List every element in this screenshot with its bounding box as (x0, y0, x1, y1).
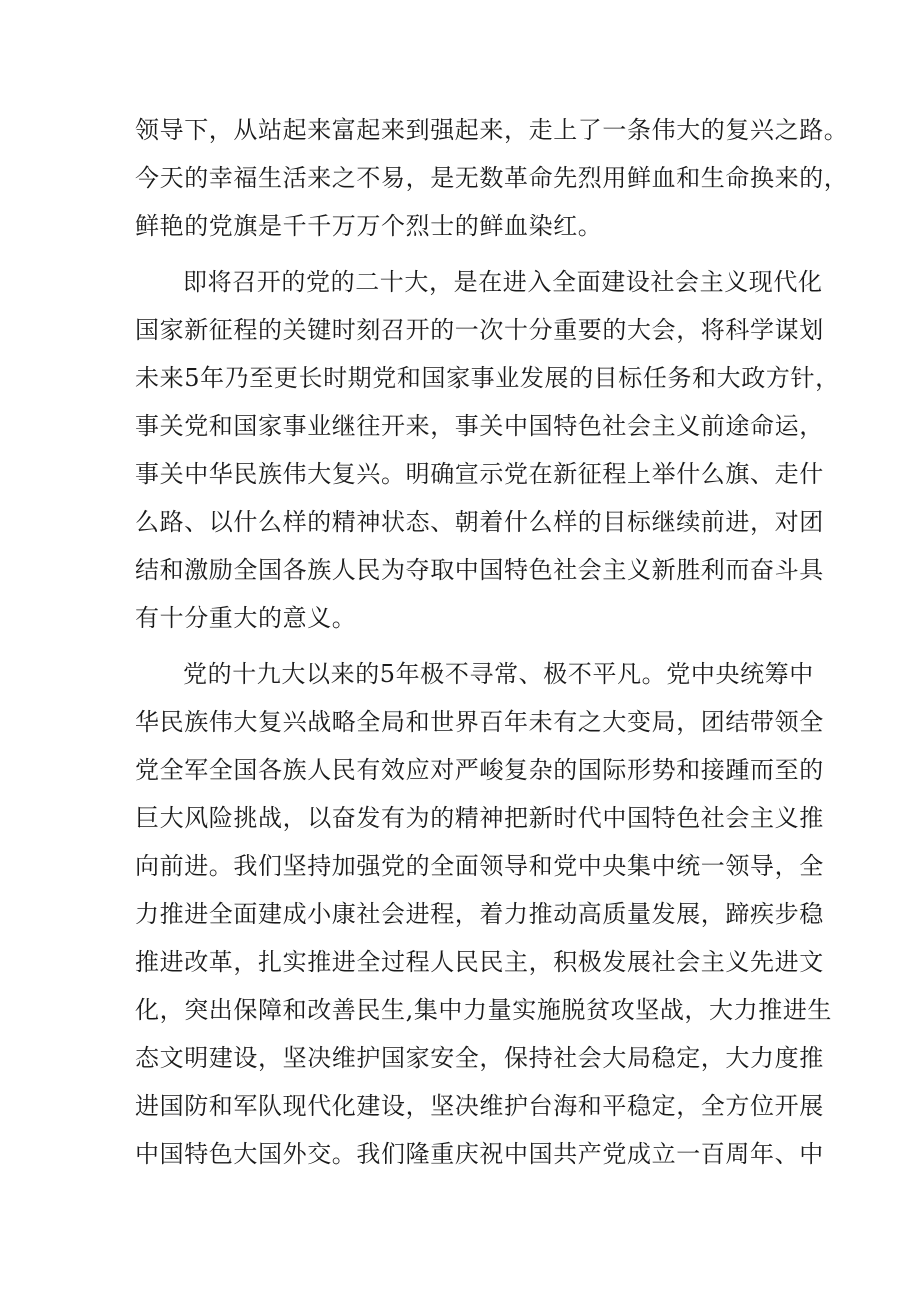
text-line: 党全军全国各族人民有效应对严峻复杂的国际形势和接踵而至的 (135, 756, 824, 784)
text-line: 事关党和国家事业继往开来，事关中国特色社会主义前途命运， (135, 412, 824, 440)
paragraph-3 (135, 650, 833, 1178)
text-line: 么路、以什么样的精神状态、朝着什么样的目标继续前进，对团 (135, 508, 824, 536)
text-line: 进国防和军队现代化建设，坚决维护台海和平稳定，全方位开展 (135, 1092, 824, 1120)
text-line: 党的十九大以来的5年极不寻常、极不平凡。党中央统筹中 (183, 660, 814, 688)
text-line: 化，突出保障和改善民生,集中力量实施脱贫攻坚战，大力推进生 (135, 996, 833, 1024)
text-line: 中国特色大国外交。我们隆重庆祝中国共产党成立一百周年、中 (135, 1140, 824, 1168)
text-line: 鲜艳的党旗是千千万万个烈士的鲜血染红。 (135, 212, 603, 240)
text-line: 国家新征程的关键时刻召开的一次十分重要的大会，将科学谋划 (135, 316, 824, 344)
text-line: 力推进全面建成小康社会进程，着力推动高质量发展，蹄疾步稳 (135, 900, 824, 928)
paragraph-2 (135, 258, 840, 642)
text-line: 即将召开的党的二十大，是在进入全面建设社会主义现代化 (183, 268, 823, 296)
text-line: 结和激励全国各族人民为夺取中国特色社会主义新胜利而奋斗具 (135, 556, 824, 584)
paragraph-gap (135, 250, 795, 258)
text-line: 态文明建设，坚决维护国家安全，保持社会大局稳定，大力度推 (135, 1044, 824, 1072)
text-line: 华民族伟大复兴战略全局和世界百年未有之大变局，团结带领全 (135, 708, 824, 736)
paragraph-1 (135, 106, 849, 250)
text-line: 推进改革，扎实推进全过程人民民主，积极发展社会主义先进文 (135, 948, 824, 976)
text-line: 向前进。我们坚持加强党的全面领导和党中央集中统一领导，全 (135, 852, 824, 880)
paragraph-gap (135, 642, 795, 650)
document-body (135, 106, 849, 1178)
text-line: 事关中华民族伟大复兴。明确宣示党在新征程上举什么旗、走什 (135, 460, 824, 488)
text-line: 今天的幸福生活来之不易，是无数革命先烈用鲜血和生命换来的， (135, 164, 849, 192)
text-line: 巨大风险挑战，以奋发有为的精神把新时代中国特色社会主义推 (135, 804, 824, 832)
text-line: 有十分重大的意义。 (135, 604, 357, 632)
text-line: 未来5年乃至更长时期党和国家事业发展的目标任务和大政方针， (135, 364, 840, 392)
text-line: 领导下，从站起来富起来到强起来，走上了一条伟大的复兴之路。 (135, 116, 849, 144)
